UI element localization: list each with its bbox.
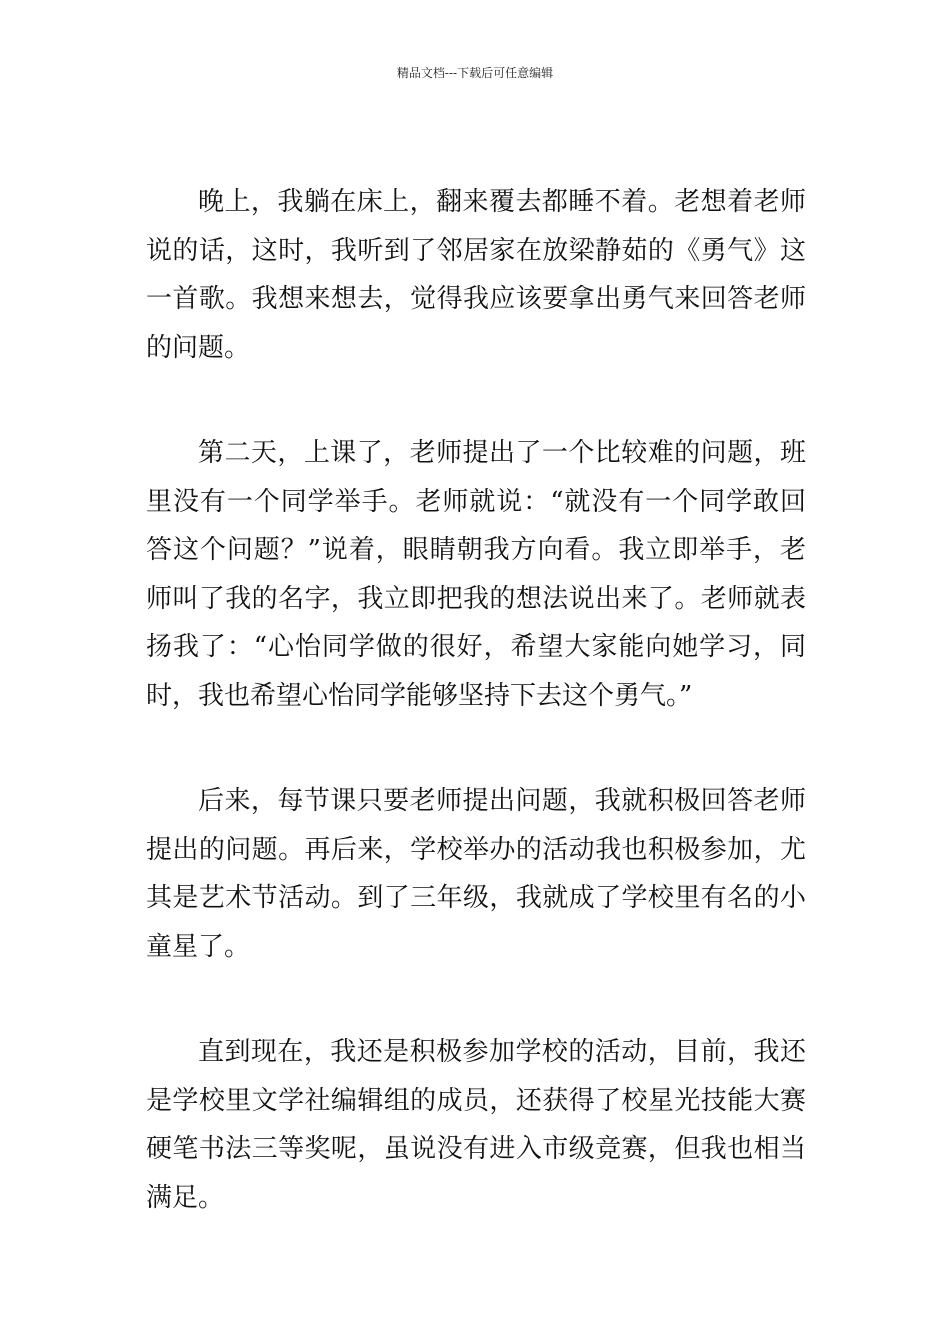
page-header: 精品文档---下载后可任意编辑 — [396, 66, 554, 80]
document-body — [146, 178, 806, 1279]
paragraph-2: 第二天，上课了，老师提出了一个比较难的问题，班里没有一个同学举手。老师就说：“就没有一个同学敢回答这个问题？”说着，眼睛朝我方向看。我立即举手，老师叫了我的名字，我立即把我的想法说出来了。老师就表扬我了：“心怡同学做的很好，希望大家能向她学习，同时，我也希望心怡同学能够坚持下去这个勇气。” — [146, 438, 806, 711]
paragraph-3: 后来，每节课只要老师提出问题，我就积极回答老师提出的问题。再后来，学校举办的活动我也积极参加，尤其是艺术节活动。到了三年级，我就成了学校里有名的小童星了。 — [146, 786, 806, 962]
paragraph-1: 晚上，我躺在床上，翻来覆去都睡不着。老想着老师说的话，这时，我听到了邻居家在放梁静茹的《勇气》这一首歌。我想来想去，觉得我应该要拿出勇气来回答老师的问题。 — [146, 187, 806, 363]
paragraph-4: 直到现在，我还是积极参加学校的活动，目前，我还是学校里文学社编辑组的成员，还获得了校星光技能大赛硬笔书法三等奖呢，虽说没有进入市级竞赛，但我也相当满足。 — [146, 1037, 806, 1213]
